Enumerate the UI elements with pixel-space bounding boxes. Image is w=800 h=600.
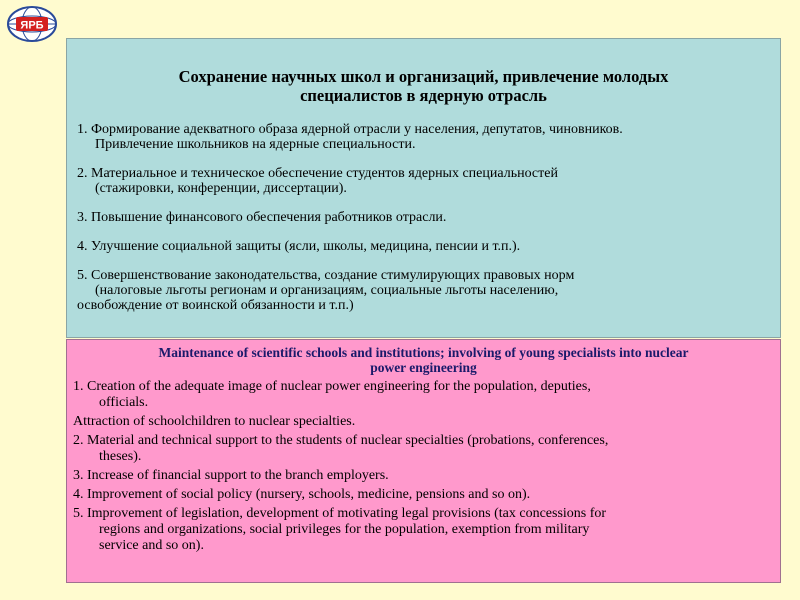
ru-list-item: [77, 210, 770, 225]
en-item-text: 2. Material and technical support to the students of nuclear specialties (probations, conferences,: [73, 433, 609, 448]
ru-list-item: [77, 268, 770, 313]
en-list-item: [73, 487, 774, 503]
en-heading: [73, 345, 774, 375]
ru-list-item: [77, 122, 770, 152]
ru-heading: [77, 67, 770, 105]
logo-text: ЯРБ: [20, 19, 44, 32]
en-item-text: officials.: [99, 395, 149, 410]
ru-item-text: 2. Материальное и техническое обеспечение студентов ядерных специальностей: [77, 166, 558, 181]
en-item-text: 5. Improvement of legislation, development of motivating legal provisions (tax concessions for: [73, 506, 607, 521]
logo: [6, 5, 58, 43]
en-item-text: 4. Improvement of social policy (nursery, schools, medicine, pensions and so on).: [73, 487, 531, 502]
english-text-panel: [66, 339, 781, 583]
ru-item-text: 1. Формирование адекватного образа ядерной отрасли у населения, депутатов, чиновников.: [77, 122, 623, 137]
en-list-item: [73, 414, 774, 430]
ru-list-item: [77, 166, 770, 196]
en-item-text: service and so on).: [99, 538, 204, 553]
russian-text-panel: [66, 38, 781, 338]
en-item-text: 1. Creation of the adequate image of nuclear power engineering for the population, deputies,: [73, 379, 591, 394]
ru-item-text: 4. Улучшение социальной защиты (ясли, школы, медицина, пенсии и т.п.).: [77, 239, 521, 254]
en-list-item: [73, 433, 774, 465]
ru-item-text: освобождение от воинской обязанности и т.п.): [77, 298, 354, 313]
ru-item-text: 5. Совершенствование законодательства, создание стимулирующих правовых норм: [77, 268, 575, 283]
en-list-item: [73, 379, 774, 411]
ru-item-text: (стажировки, конференции, диссертации).: [95, 181, 347, 196]
ru-list-item: [77, 239, 770, 254]
ru-item-text: 3. Повышение финансового обеспечения работников отрасли.: [77, 210, 447, 225]
en-list-item: [73, 506, 774, 554]
en-heading-line: Maintenance of scientific schools and institutions; involving of young specialists into nuclear: [158, 345, 689, 360]
ru-heading-line: Сохранение научных школ и организаций, привлечение молодых: [178, 67, 669, 86]
en-item-text: theses).: [99, 449, 142, 464]
en-heading-line: power engineering: [370, 360, 477, 375]
en-item-text: 3. Increase of financial support to the branch employers.: [73, 468, 389, 483]
ru-item-text: Привлечение школьников на ядерные специальности.: [95, 137, 416, 152]
en-item-text: regions and organizations, social privileges for the population, exemption from military: [99, 522, 590, 537]
en-item-text: Attraction of schoolchildren to nuclear specialties.: [73, 414, 356, 429]
ru-heading-line: специалистов в ядерную отрасль: [300, 86, 547, 105]
globe-logo-icon: [6, 5, 58, 43]
en-list-item: [73, 468, 774, 484]
ru-item-text: (налоговые льготы регионам и организациям, социальные льготы населению,: [95, 283, 559, 298]
